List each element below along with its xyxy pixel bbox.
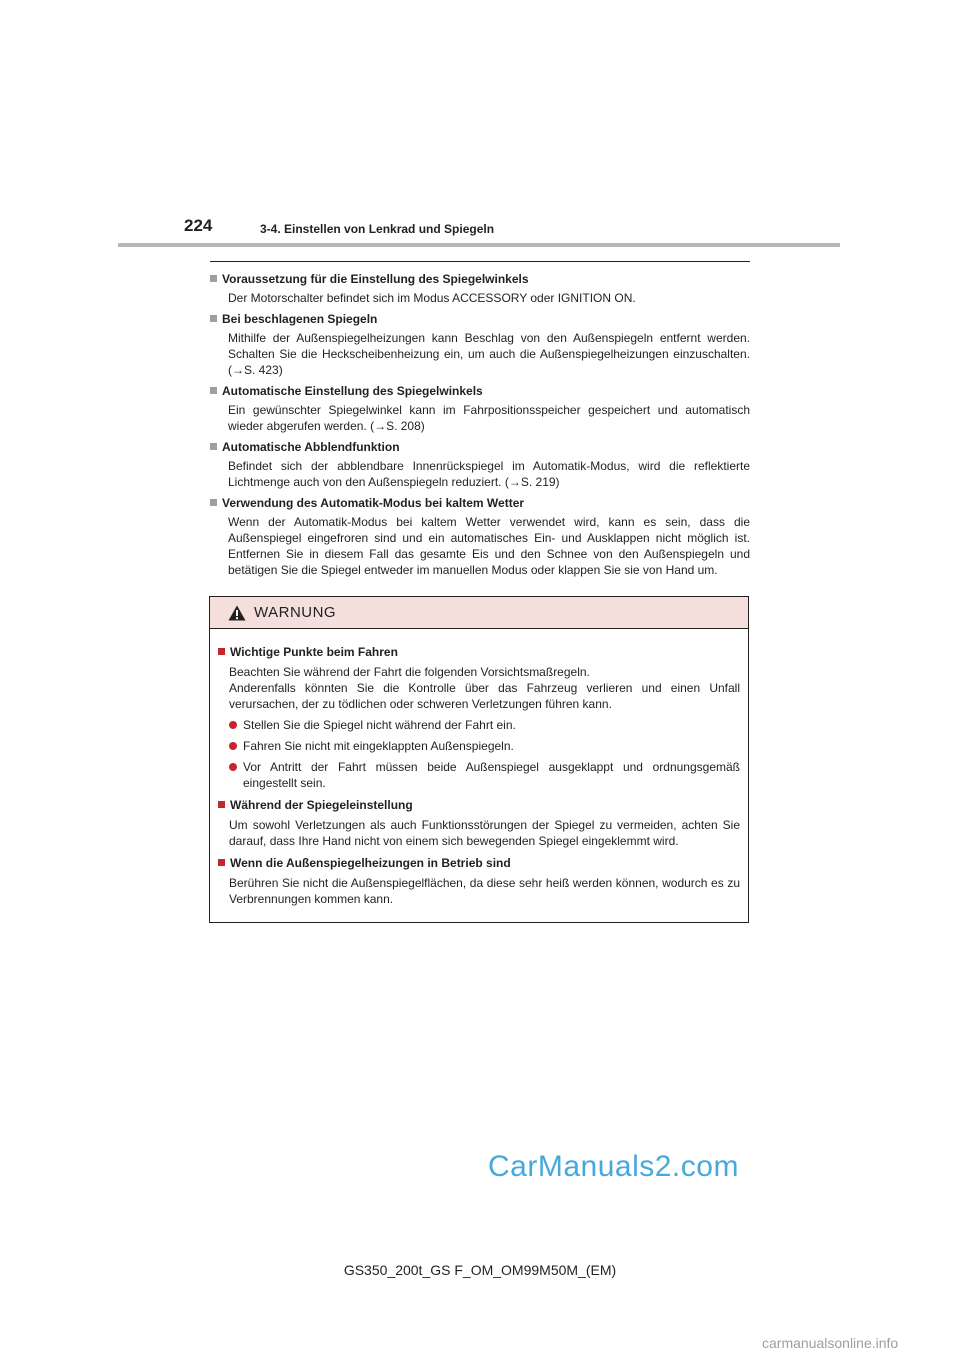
section-fogged-mirrors	[210, 310, 750, 378]
warning-triangle-icon	[228, 605, 246, 621]
warning-item-title: Während der Spiegeleinstellung	[230, 798, 413, 812]
section-title: Automatische Einstellung des Spiegelwinkels	[222, 384, 483, 398]
warning-item-adjusting	[218, 796, 740, 849]
section-auto-dimming	[210, 438, 750, 490]
round-bullet-icon	[229, 721, 237, 729]
warning-item-text-2: Anderenfalls könnten Sie die Kontrolle über das Fahrzeug verlieren und einen Unfall verursachen, der zu tödlichen oder schweren Verletzungen führen kann.	[229, 681, 740, 711]
square-bullet-icon	[210, 275, 217, 282]
square-bullet-icon	[210, 315, 217, 322]
section-text: Wenn der Automatik-Modus bei kaltem Wetter verwendet wird, kann es sein, dass die Außenspiegel eingefroren sind und ein automatisches Ein- und Ausklappen nicht möglich ist. Entfernen Sie in diesem Fall das gesamte Eis und den Schnee von den Außenspiegeln und betätigen Sie die Spiegel entweder im manuellen Modus oder klappen Sie sie von Hand um.	[228, 515, 750, 577]
warning-bullet: Stellen Sie die Spiegel nicht während der Fahrt ein.	[218, 717, 740, 733]
section-title: Verwendung des Automatik-Modus bei kaltem Wetter	[222, 496, 525, 510]
warning-title: WARNUNG	[254, 604, 337, 621]
section-text: Mithilfe der Außenspiegelheizungen kann Beschlag von den Außenspiegeln entfernt werden. Schalten Sie die Heckscheibenheizung ein, um auch die Außenspiegelheizungen einzuschalten. (→S. 423)	[228, 331, 750, 377]
warning-bullet: Vor Antritt der Fahrt müssen beide Außenspiegel ausgeklappt und ordnungsgemäß eingestellt sein.	[218, 759, 740, 791]
section-text: Befindet sich der abblendbare Innenrückspiegel im Automatik-Modus, wird die reflektierte Lichtmenge auch von den Außenspiegeln reduziert. (→S. 219)	[228, 459, 750, 489]
section-cold-weather	[210, 494, 750, 578]
header-rule	[118, 243, 840, 247]
warning-box	[209, 596, 749, 923]
watermark-carmanualsonline[interactable]: carmanualsonline.info	[762, 1335, 899, 1351]
square-bullet-icon	[210, 387, 217, 394]
square-bullet-icon	[218, 801, 225, 808]
section-auto-angle	[210, 382, 750, 434]
content-sections	[210, 270, 750, 582]
top-rule	[210, 261, 750, 262]
square-bullet-icon	[218, 648, 225, 655]
square-bullet-icon	[218, 859, 225, 866]
section-mirror-angle-requirement	[210, 270, 750, 306]
footer-doc-code: GS350_200t_GS F_OM_OM99M50M_(EM)	[343, 1262, 617, 1278]
section-title: Automatische Abblendfunktion	[222, 440, 400, 454]
round-bullet-icon	[229, 763, 237, 771]
section-text: Ein gewünschter Spiegelwinkel kann im Fahrpositionsspeicher gespeichert und automatisch wieder abgerufen werden. (→S. 208)	[228, 403, 750, 433]
page-number: 224	[184, 216, 213, 235]
warning-item-heaters	[218, 854, 740, 907]
square-bullet-icon	[210, 443, 217, 450]
section-title: Bei beschlagenen Spiegeln	[222, 312, 378, 326]
warning-item-title: Wichtige Punkte beim Fahren	[230, 645, 398, 659]
warning-header	[210, 597, 748, 629]
warning-content	[210, 629, 748, 907]
section-title: Voraussetzung für die Einstellung des Spiegelwinkels	[222, 272, 529, 286]
warning-item-text: Beachten Sie während der Fahrt die folgenden Vorsichtsmaßregeln.	[229, 665, 590, 679]
round-bullet-icon	[229, 742, 237, 750]
warning-item-text: Berühren Sie nicht die Außenspiegelflächen, da diese sehr heiß werden können, wodurch es zu Verbrennungen kommen kann.	[229, 876, 740, 906]
warning-item-title: Wenn die Außenspiegelheizungen in Betrieb sind	[230, 856, 511, 870]
square-bullet-icon	[210, 499, 217, 506]
warning-bullet: Fahren Sie nicht mit eingeklappten Außenspiegeln.	[218, 738, 740, 754]
warning-item-text: Um sowohl Verletzungen als auch Funktionsstörungen der Spiegel zu vermeiden, achten Sie darauf, dass Ihre Hand nicht von einem sich bewegenden Spiegel eingeklemmt wird.	[229, 818, 740, 848]
warning-item-driving	[218, 643, 740, 791]
section-text: Der Motorschalter befindet sich im Modus ACCESSORY oder IGNITION ON.	[228, 291, 636, 305]
section-header-title: 3-4. Einstellen von Lenkrad und Spiegeln	[260, 222, 495, 236]
watermark-carmanuals2[interactable]: CarManuals2.com	[488, 1150, 739, 1183]
